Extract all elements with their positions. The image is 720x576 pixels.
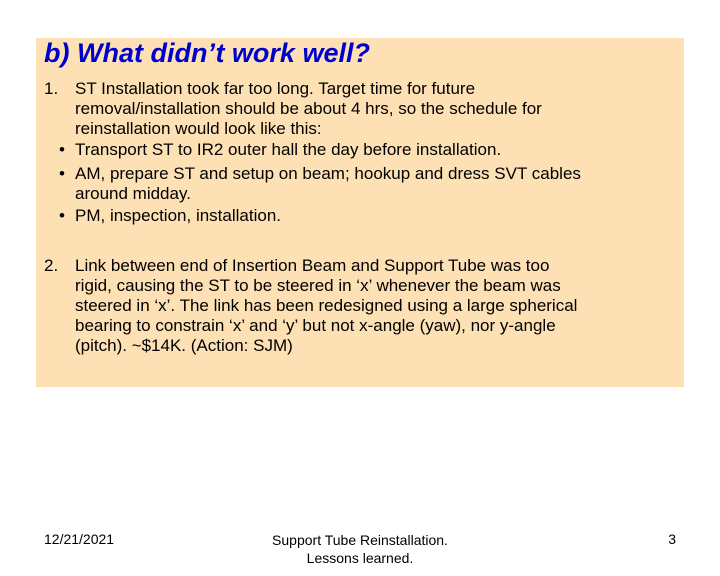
- text-line: ST Installation took far too long. Target time for future: [75, 79, 476, 98]
- text-line: rigid, causing the ST to be steered in ‘x’ whenever the beam was: [75, 276, 561, 295]
- bullet-text: [75, 140, 675, 160]
- slide-title: b) What didn’t work well?: [44, 38, 370, 68]
- page-number: 3: [668, 531, 676, 547]
- bullet-text: [75, 206, 675, 226]
- footer-date: 12/21/2021: [44, 531, 115, 547]
- list-item-text: [75, 256, 675, 356]
- bullet-icon: •: [59, 140, 65, 159]
- bullet-text: [75, 164, 675, 204]
- text-line: removal/installation should be about 4 hrs, so the schedule for: [75, 99, 542, 118]
- list-item-text: [75, 79, 675, 139]
- bullet-icon: •: [59, 164, 65, 183]
- text-line: around midday.: [75, 184, 191, 203]
- text-line: Link between end of Insertion Beam and Support Tube was too: [75, 256, 550, 275]
- text-line: AM, prepare ST and setup on beam; hookup and dress SVT cables: [75, 164, 581, 183]
- text-line: Transport ST to IR2 outer hall the day before installation.: [75, 140, 502, 159]
- list-number: 1.: [44, 79, 59, 98]
- text-line: (pitch). ~$14K. (Action: SJM): [75, 336, 293, 355]
- text-line: PM, inspection, installation.: [75, 206, 281, 225]
- text-line: bearing to constrain ‘x’ and ‘y’ but not x-angle (yaw), nor y-angle: [75, 316, 556, 335]
- list-number: 2.: [44, 256, 59, 275]
- footer-title-line: Lessons learned.: [306, 550, 414, 566]
- text-line: reinstallation would look like this:: [75, 119, 322, 138]
- footer-title: [230, 531, 490, 567]
- footer-title-line: Support Tube Reinstallation.: [272, 532, 448, 548]
- text-line: steered in ‘x’. The link has been redesigned using a large spherical: [75, 296, 578, 315]
- bullet-icon: •: [59, 206, 65, 225]
